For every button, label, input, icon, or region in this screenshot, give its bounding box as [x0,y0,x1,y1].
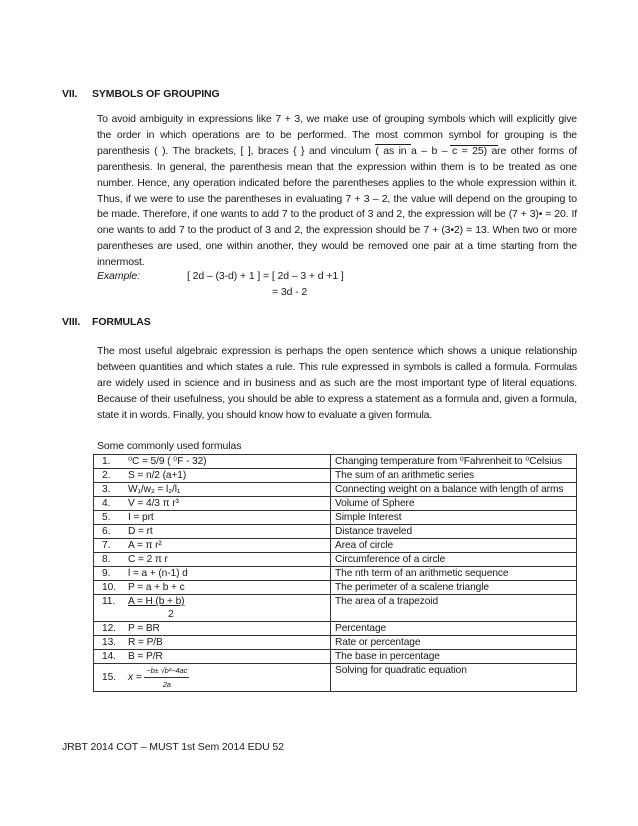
section-heading-viii [62,316,151,328]
description-cell: Percentage [331,622,577,636]
formula-text: P = BR [128,623,160,634]
table-row [94,567,577,581]
formula-text: A = π r² [128,540,162,551]
row-number: 12. [102,623,116,634]
description-cell: Distance traveled [331,525,577,539]
formula-cell [94,595,331,622]
table-row [94,622,577,636]
description-cell: Connecting weight on a balance with length of arms [331,483,577,497]
formula-text: B = P/R [128,651,163,662]
formula-cell [94,622,331,636]
row-number: 10. [102,582,116,593]
formula-cell [94,650,331,664]
description-cell: Rate or percentage [331,636,577,650]
grouping-paragraph: To avoid ambiguity in expressions like 7 + 3, we make use of grouping symbols which will explicitly give the order in which operations are to be performed. The most common symbol for grouping is the parenthesis ( ). The brackets, [ ], braces { } and vinculum ( as in a – b – c = 25) are other forms of parenthesis. In general, the parenthesis mean that the expression within them is to be treated as one number. Hence, any operation indicated before the parentheses applies to the whole expression within it. Thus, if we were to use the parentheses in evaluating 7 + 3 – 2, the value will depend on the grouping to be made. Therefore, if one wants to add 7 to the product of 3 and 2, the expression will be (7 + 3)• = 20. If one wants to add 7 to the product of 3 and 2, the expression should be 7 + (3•2) = 13. When two or more parentheses are used, one within another, they would be removed one pair at a time starting from the innermost. [97,113,577,269]
row-number: 1. [102,456,111,467]
description-cell: The base in percentage [331,650,577,664]
formula-text: W₁/w₂ = l₂/l₁ [128,484,181,495]
quadratic-fraction [144,664,189,691]
row-number: 13. [102,637,116,648]
row-number: 11. [102,596,116,607]
formula-text: C = 2 π r [128,554,168,565]
formula-cell [94,553,331,567]
formula-text: ⁰C = 5/9 ( ⁰F - 32) [128,456,207,467]
table-row [94,497,577,511]
example-line-1: [ 2d – (3-d) + 1 ] = [ 2d – 3 + d +1 ] [187,270,344,282]
fraction-denominator: 2a [162,680,171,689]
row-number: 14. [102,651,116,662]
row-number: 6. [102,526,111,537]
table-row [94,636,577,650]
description-cell: Simple Interest [331,511,577,525]
formula-cell [94,525,331,539]
formula-text: x = [128,672,142,684]
description-cell: The area of a trapezoid [331,595,577,622]
formula-text: S = n/2 (a+1) [128,470,187,481]
formula-cell [94,567,331,581]
formula-cell [94,469,331,483]
formula-text: A = H (b + b) [128,596,185,607]
row-number: 5. [102,512,111,523]
description-cell: The sum of an arithmetic series [331,469,577,483]
formula-cell [94,455,331,469]
table-row [94,539,577,553]
formula-cell [94,664,331,692]
table-row [94,553,577,567]
table-row [94,483,577,497]
description-cell: Changing temperature from ⁰Fahrenheit to ⁰Celsius [331,455,577,469]
table-row [94,469,577,483]
formulas-paragraph: The most useful algebraic expression is perhaps the open sentence which shows a unique relationship between quantities and which states a rule. This rule expressed in symbols is called a formula. Formulas are widely used in science and in business and as such are the most important type of literal equations. Because of their usefulness, you should be able to express a statement as a formula and, given a formula, state it in words. Finally, you should know how to evaluate a given formula. [97,345,577,421]
section-heading-vii [62,88,220,100]
vinculum-bar [450,145,498,146]
row-number: 9. [102,568,111,579]
table-row [94,664,577,692]
vinculum-bar [375,144,411,145]
row-number: 4. [102,498,111,509]
example-label: Example: [97,270,140,282]
fraction-numerator: −b± √b²−4ac [144,664,189,678]
formula-text: D = rt [128,526,153,537]
row-number: 8. [102,554,111,565]
formula-text: R = P/B [128,637,163,648]
table-caption: Some commonly used formulas [97,440,242,452]
table-row [94,455,577,469]
formula-cell [94,511,331,525]
formula-text: I = prt [128,512,154,523]
formula-denominator: 2 [168,609,174,620]
description-cell: Circumference of a circle [331,553,577,567]
section-number: VIII. [62,316,81,328]
section-title: SYMBOLS OF GROUPING [92,88,220,100]
table-row [94,511,577,525]
example-line-2: = 3d - 2 [272,286,308,298]
section-number: VII. [62,88,78,100]
table-row [94,525,577,539]
description-cell: Volume of Sphere [331,497,577,511]
formula-cell [94,539,331,553]
formula-cell [94,497,331,511]
row-number: 7. [102,540,111,551]
formula-text: l = a + (n-1) d [128,568,188,579]
formulas-table [93,454,577,692]
description-cell: The perimeter of a scalene triangle [331,581,577,595]
description-cell: Solving for quadratic equation [331,664,577,692]
section-title: FORMULAS [92,316,151,328]
table-row [94,581,577,595]
formula-text: P = a + b + c [128,582,185,593]
formula-cell [94,581,331,595]
description-cell: Area of circle [331,539,577,553]
row-number: 3. [102,484,111,495]
row-number: 15. [102,672,116,684]
row-number: 2. [102,470,111,481]
formula-cell [94,483,331,497]
description-cell: The nth term of an arithmetic sequence [331,567,577,581]
table-row [94,650,577,664]
page-footer: JRBT 2014 COT – MUST 1st Sem 2014 EDU 52 [62,741,284,753]
table-row [94,595,577,622]
formula-cell [94,636,331,650]
formula-text: V = 4/3 π r³ [128,498,179,509]
